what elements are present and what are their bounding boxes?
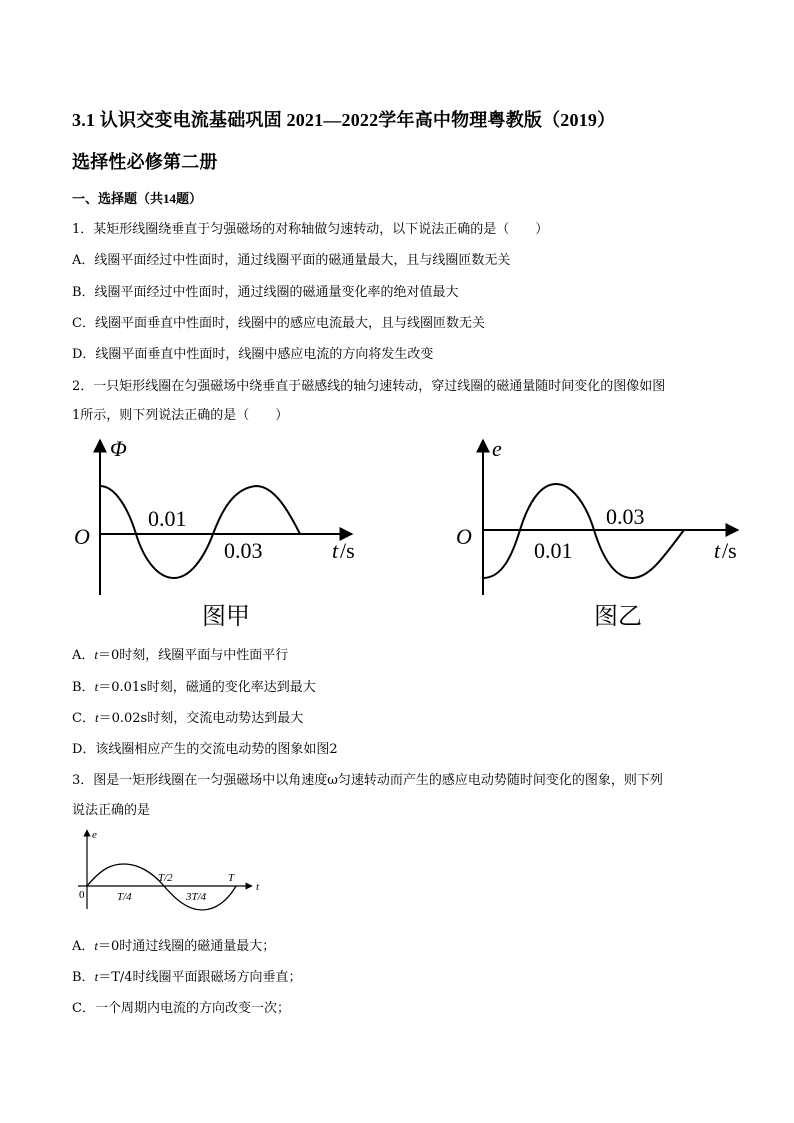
q1-option-a: A．线圈平面经过中性面时，通过线圈平面的磁通量最大，且与线圈匝数无关	[72, 253, 511, 268]
fig-jia-x-label-t: t	[332, 538, 339, 563]
fig3-tick-t: T	[228, 872, 235, 884]
fig-jia-x-label-unit: /s	[340, 538, 355, 563]
fig-yi-origin: O	[456, 524, 472, 549]
q3-stem-line2: 说法正确的是	[72, 803, 151, 818]
q2-stem-line2: 1所示，则下列说法正确的是（ ）	[72, 408, 289, 423]
fig-yi-x-label-unit: /s	[722, 538, 737, 563]
fig3-x-label: t	[256, 881, 260, 893]
fig3-y-label: e	[92, 829, 97, 841]
fig-jia-caption: 图甲	[202, 604, 250, 630]
q3-option-c: C．一个周期内电流的方向改变一次；	[72, 1001, 290, 1016]
q3-stem-line1: 3．图是一矩形线圈在一匀强磁场中以角速度ω匀速转动而产生的感应电动势随时间变化的图象，则下列	[72, 773, 663, 788]
q1-option-b: B．线圈平面经过中性面时，通过线圈的磁通量变化率的绝对值最大	[72, 285, 459, 300]
fig3-curve	[87, 864, 236, 910]
figure-jia	[70, 430, 370, 630]
fig3-origin: 0	[79, 889, 85, 901]
q1-stem: 1．某矩形线圈绕垂直于匀强磁场的对称轴做匀速转动，以下说法正确的是（ ）	[72, 222, 549, 237]
fig-yi-x-label-t: t	[714, 538, 721, 563]
q2-stem-line1: 2．一只矩形线圈在匀强磁场中绕垂直于磁感线的轴匀速转动，穿过线圈的磁通量随时间变化的图像如图	[72, 379, 666, 394]
fig3-tick-t2: T/2	[158, 872, 173, 884]
fig-yi-caption: 图乙	[594, 604, 642, 630]
fig-jia-tick-lower: 0.03	[224, 538, 263, 563]
figure-yi	[450, 430, 750, 630]
fig3-tick-t4: T/4	[117, 891, 132, 903]
q2-option-a: A．t＝0时刻，线圈平面与中性面平行	[72, 647, 289, 663]
section-heading: 一、选择题（共14题）	[72, 191, 203, 206]
fig-yi-tick-upper: 0.03	[606, 504, 645, 529]
figure-q3	[72, 824, 272, 914]
q3-option-a: A．t＝0时通过线圈的磁通量最大；	[72, 938, 276, 954]
q3-option-b: B．t＝T/4时线圈平面跟磁场方向垂直；	[72, 969, 302, 985]
q2-option-d: D．该线圈相应产生的交流电动势的图象如图2	[72, 742, 338, 757]
fig-jia-curve	[100, 486, 300, 578]
document-title-line2: 选择性必修第二册	[72, 152, 218, 172]
fig-jia-tick-upper: 0.01	[148, 506, 187, 531]
document-title-line1: 3.1 认识交变电流基础巩固 2021—2022学年高中物理粤教版（2019）	[72, 110, 616, 130]
q1-option-d: D．线圈平面垂直中性面时，线圈中感应电流的方向将发生改变	[72, 347, 434, 362]
fig-jia-origin: O	[74, 524, 90, 549]
fig-yi-tick-lower: 0.01	[534, 538, 573, 563]
q2-option-b: B．t＝0.01s时刻，磁通的变化率达到最大	[72, 679, 316, 695]
fig3-tick-3t4: 3T/4	[186, 891, 207, 903]
q2-option-c: C．t＝0.02s时刻，交流电动势达到最大	[72, 710, 304, 726]
fig-yi-y-label: e	[492, 436, 502, 461]
q1-option-c: C．线圈平面垂直中性面时，线圈中的感应电流最大，且与线圈匝数无关	[72, 316, 485, 331]
fig-jia-y-label: Φ	[110, 436, 127, 461]
